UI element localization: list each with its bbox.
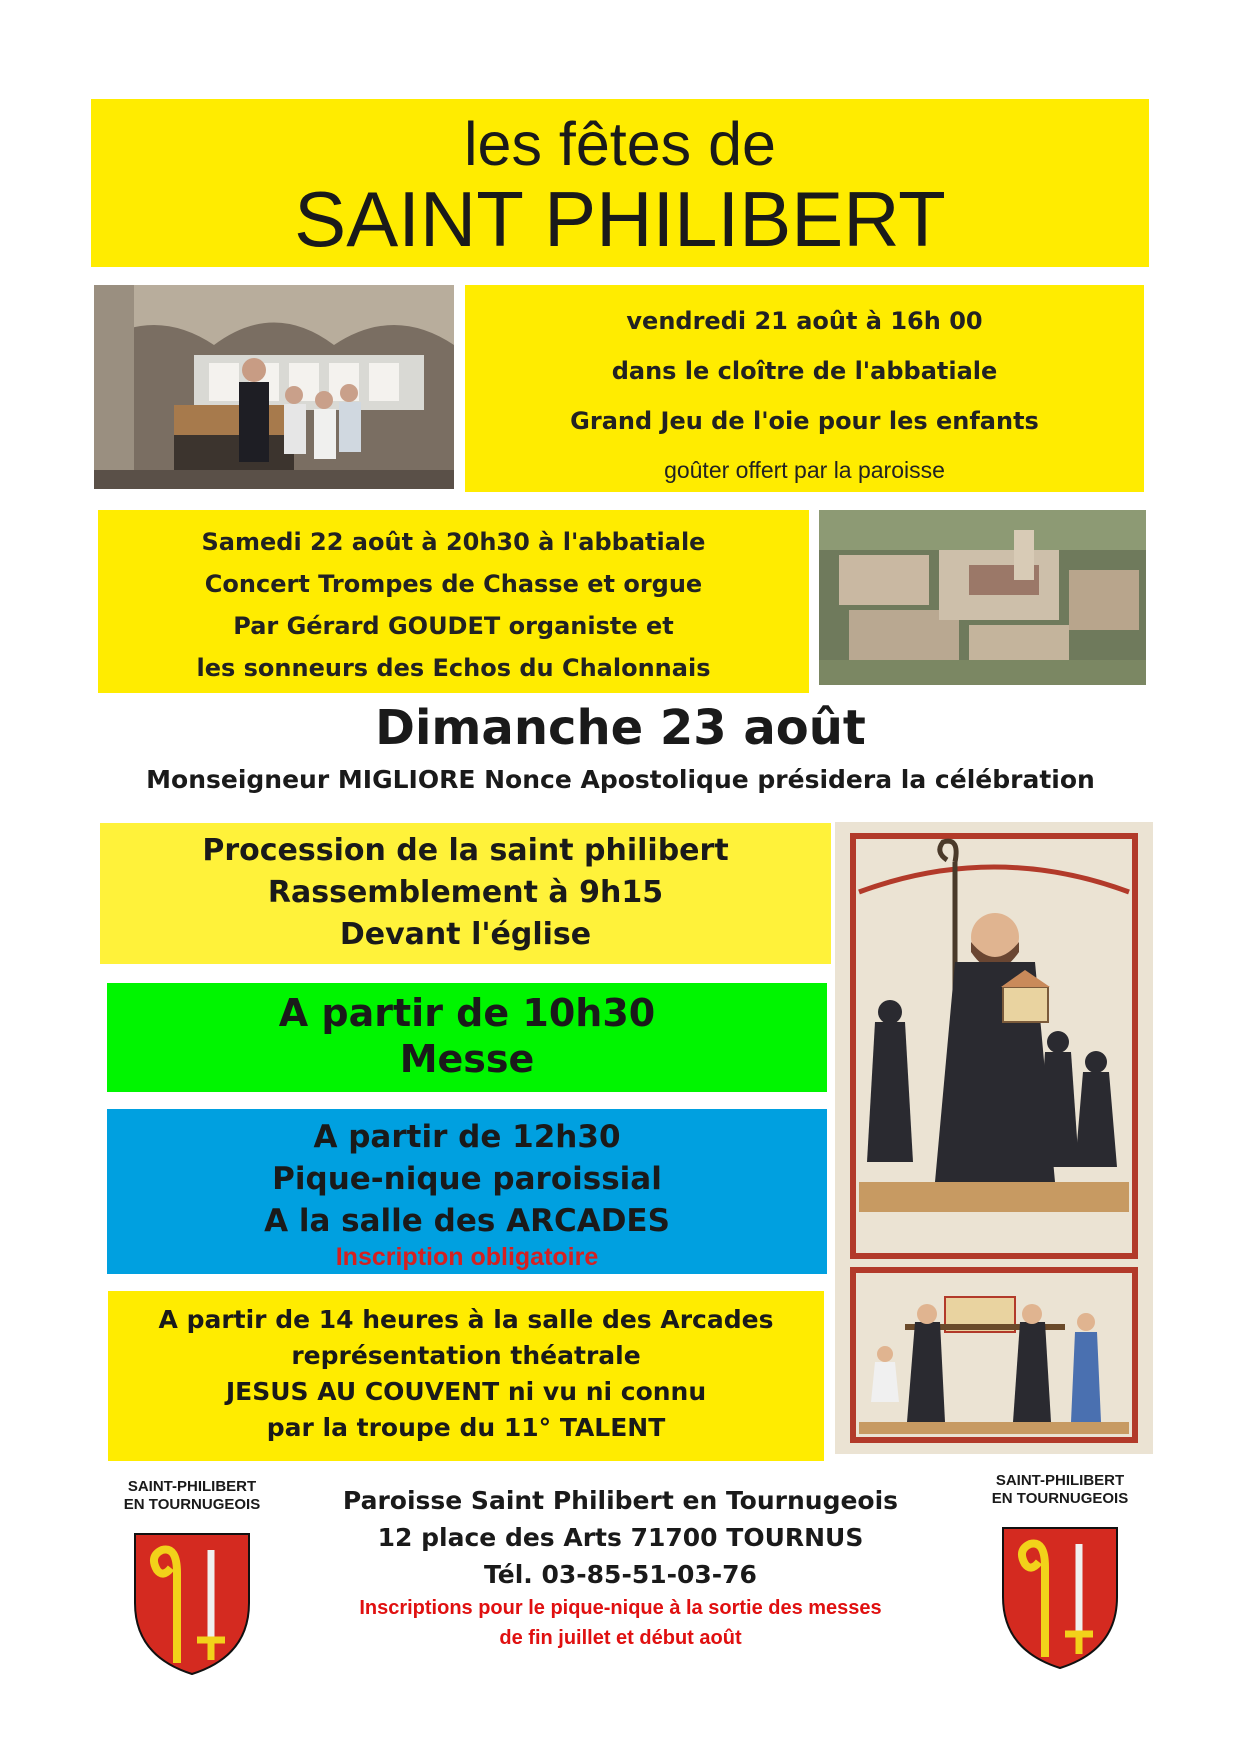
cloister-photo-image — [94, 285, 454, 489]
mass-label: Messe — [399, 1037, 535, 1081]
picnic-box — [107, 1109, 827, 1274]
crest-left-label-2: EN TOURNUGEOIS — [123, 1496, 261, 1513]
saturday-event-box — [98, 510, 809, 693]
title-banner — [91, 99, 1149, 267]
theatre-play-title: JESUS AU COUVENT ni vu ni connu — [225, 1377, 707, 1406]
saturday-concert: Concert Trompes de Chasse et orgue — [204, 570, 703, 598]
cloister-photo — [94, 285, 454, 489]
picnic-location: A la salle des ARCADES — [264, 1203, 670, 1239]
footer-note-1: Inscriptions pour le pique-nique à la sortie des messes — [359, 1597, 882, 1619]
theatre-type: représentation théatrale — [291, 1341, 641, 1370]
parish-phone: Tél. 03-85-51-03-76 — [484, 1560, 757, 1589]
crest-right-label-2: EN TOURNUGEOIS — [991, 1490, 1129, 1507]
friday-date: vendredi 21 août à 16h 00 — [626, 307, 983, 335]
procession-gathering: Rassemblement à 9h15 — [267, 875, 664, 910]
procession-place: Devant l'église — [339, 917, 592, 952]
parish-name: Paroisse Saint Philibert en Tournugeois — [342, 1486, 899, 1515]
friday-location: dans le cloître de l'abbatiale — [611, 357, 998, 385]
crest-right-label-1: SAINT-PHILIBERT — [995, 1472, 1125, 1489]
aerial-photo-image — [819, 510, 1146, 685]
theatre-troupe: par la troupe du 11° TALENT — [266, 1413, 666, 1442]
mass-box — [107, 983, 827, 1092]
theatre-box — [108, 1291, 824, 1461]
procession-box — [100, 823, 831, 964]
mass-time: A partir de 10h30 — [278, 991, 656, 1035]
saint-philibert-illustration — [835, 822, 1153, 1454]
saint-illustration-image — [835, 822, 1153, 1454]
footer-contact — [0, 1482, 1241, 1653]
title-line-1: les fêtes de — [464, 110, 776, 178]
sunday-title: Dimanche 23 août — [375, 700, 866, 756]
crest-left-label-1: SAINT-PHILIBERT — [127, 1478, 257, 1495]
saturday-organist: Par Gérard GOUDET organiste et — [233, 612, 674, 640]
friday-snack: goûter offert par la paroisse — [664, 457, 945, 483]
procession-title: Procession de la saint philibert — [202, 833, 729, 868]
friday-event-box — [465, 285, 1144, 492]
footer-note-2: de fin juillet et début août — [499, 1627, 742, 1649]
picnic-time: A partir de 12h30 — [313, 1119, 621, 1155]
title-line-2: SAINT PHILIBERT — [294, 175, 946, 263]
theatre-time: A partir de 14 heures à la salle des Arcades — [158, 1305, 774, 1334]
saturday-horns: les sonneurs des Echos du Chalonnais — [196, 654, 711, 682]
aerial-abbey-photo — [819, 510, 1146, 685]
parish-address: 12 place des Arts 71700 TOURNUS — [377, 1523, 864, 1552]
picnic-title: Pique-nique paroissial — [272, 1161, 662, 1197]
friday-activity: Grand Jeu de l'oie pour les enfants — [570, 407, 1039, 435]
saturday-date: Samedi 22 août à 20h30 à l'abbatiale — [201, 528, 706, 556]
picnic-registration-note: Inscription obligatoire — [335, 1243, 599, 1271]
sunday-subtitle: Monseigneur MIGLIORE Nonce Apostolique présidera la célébration — [146, 765, 1095, 794]
